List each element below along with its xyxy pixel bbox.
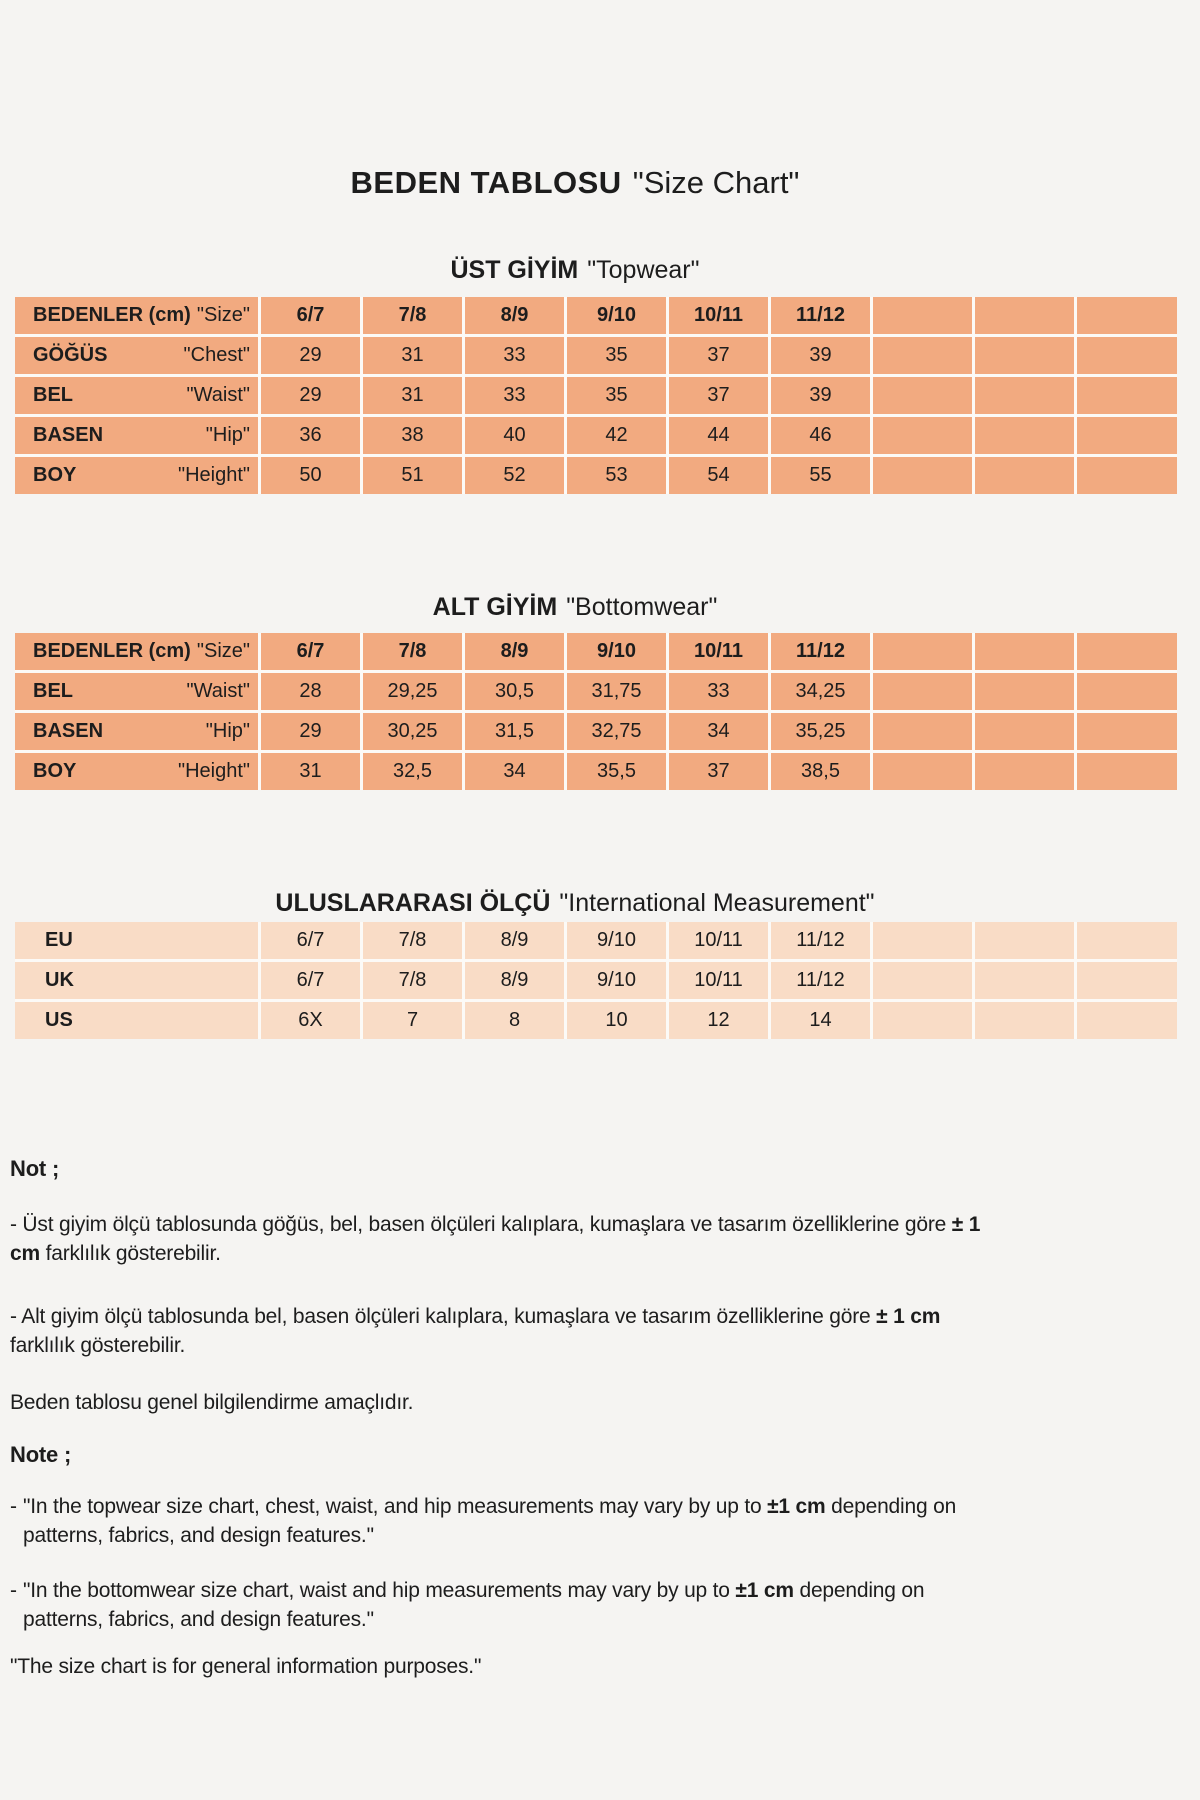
value-cell: 31 bbox=[363, 377, 462, 414]
empty-cell bbox=[1077, 673, 1177, 710]
value-cell: 51 bbox=[363, 457, 462, 494]
note-line bbox=[23, 1521, 956, 1550]
value-cell: 6X bbox=[261, 1002, 360, 1039]
value-cell: 10/11 bbox=[669, 922, 768, 959]
header-label-english: "Size" bbox=[196, 640, 250, 662]
note-text: Beden tablosu genel bilgilendirme amaçlıdır. bbox=[10, 1391, 414, 1414]
column-header-cell: 7/8 bbox=[363, 297, 462, 334]
value-cell: 30,5 bbox=[465, 673, 564, 710]
value-cell: 37 bbox=[669, 753, 768, 790]
empty-cell bbox=[873, 377, 972, 414]
note-text: depending on bbox=[793, 1579, 925, 1602]
row-label-cell bbox=[15, 377, 258, 414]
international-size-table bbox=[15, 922, 1177, 1039]
value-cell: 10/11 bbox=[669, 962, 768, 999]
section-heading-topwear bbox=[0, 253, 1150, 287]
note-text: - Üst giyim ölçü tablosunda göğüs, bel, basen ölçüleri kalıplara, kumaşlara ve tasarım özelliklerine göre bbox=[10, 1213, 952, 1236]
value-cell: 42 bbox=[567, 417, 666, 454]
value-cell: 34,25 bbox=[771, 673, 870, 710]
row-label-cell bbox=[15, 1002, 258, 1039]
value-cell: 37 bbox=[669, 337, 768, 374]
value-cell: 38 bbox=[363, 417, 462, 454]
section-heading-bottomwear bbox=[0, 590, 1150, 624]
note-line bbox=[10, 1388, 1195, 1417]
note-emphasis: ± 1 cm bbox=[876, 1305, 941, 1328]
empty-cell bbox=[873, 337, 972, 374]
value-cell: 7 bbox=[363, 1002, 462, 1039]
row-label-cell bbox=[15, 962, 258, 999]
section-heading-turkish: ULUSLARARASI ÖLÇÜ bbox=[275, 889, 551, 917]
note-line bbox=[23, 1605, 924, 1634]
column-header-cell: 9/10 bbox=[567, 633, 666, 670]
column-header-cell: 6/7 bbox=[261, 633, 360, 670]
page-title-english: "Size Chart" bbox=[632, 164, 800, 200]
value-cell: 40 bbox=[465, 417, 564, 454]
column-header-cell: 11/12 bbox=[771, 297, 870, 334]
value-cell: 6/7 bbox=[261, 922, 360, 959]
empty-cell bbox=[975, 417, 1074, 454]
section-heading-turkish: ALT GİYİM bbox=[432, 593, 558, 621]
section-heading-turkish: ÜST GİYİM bbox=[450, 256, 579, 284]
empty-cell bbox=[975, 457, 1074, 494]
note-paragraph-turkish bbox=[10, 1388, 1195, 1417]
empty-cell bbox=[975, 753, 1074, 790]
bullet-content bbox=[23, 1492, 956, 1550]
row-label-cell bbox=[15, 337, 258, 374]
row-label-english: "Height" bbox=[177, 464, 250, 486]
column-header-cell: 7/8 bbox=[363, 633, 462, 670]
row-label-cell bbox=[15, 673, 258, 710]
empty-cell bbox=[873, 417, 972, 454]
value-cell: 11/12 bbox=[771, 922, 870, 959]
row-label-english: "Waist" bbox=[186, 680, 250, 702]
empty-cell bbox=[873, 922, 972, 959]
value-cell: 32,75 bbox=[567, 713, 666, 750]
section-heading-international bbox=[0, 886, 1150, 920]
value-cell: 8/9 bbox=[465, 922, 564, 959]
value-cell: 44 bbox=[669, 417, 768, 454]
row-label-cell bbox=[15, 713, 258, 750]
empty-cell bbox=[975, 337, 1074, 374]
value-cell: 34 bbox=[669, 713, 768, 750]
note-text: depending on bbox=[825, 1495, 957, 1518]
empty-cell bbox=[873, 673, 972, 710]
empty-cell bbox=[873, 633, 972, 670]
note-paragraph-turkish bbox=[10, 1210, 1195, 1268]
value-cell: 6/7 bbox=[261, 962, 360, 999]
value-cell: 28 bbox=[261, 673, 360, 710]
note-text: patterns, fabrics, and design features." bbox=[23, 1524, 374, 1547]
note-text: "In the topwear size chart, chest, waist, and hip measurements may vary by up to bbox=[23, 1495, 768, 1518]
value-cell: 31,75 bbox=[567, 673, 666, 710]
empty-cell bbox=[873, 297, 972, 334]
empty-cell bbox=[975, 713, 1074, 750]
value-cell: 35 bbox=[567, 377, 666, 414]
empty-cell bbox=[873, 962, 972, 999]
note-emphasis: cm bbox=[10, 1242, 40, 1265]
value-cell: 8 bbox=[465, 1002, 564, 1039]
note-line bbox=[10, 1239, 1195, 1268]
empty-cell bbox=[1077, 922, 1177, 959]
note-text: farklılık gösterebilir. bbox=[10, 1334, 186, 1357]
empty-cell bbox=[975, 297, 1074, 334]
empty-cell bbox=[1077, 337, 1177, 374]
note-line bbox=[10, 1331, 1195, 1360]
header-label-turkish: BEDENLER (cm) bbox=[33, 304, 191, 326]
bottomwear-size-table bbox=[15, 633, 1177, 790]
note-text: - Alt giyim ölçü tablosunda bel, basen ölçüleri kalıplara, kumaşlara ve tasarım özelliklerine göre bbox=[10, 1305, 877, 1328]
value-cell: 52 bbox=[465, 457, 564, 494]
value-cell: 33 bbox=[465, 337, 564, 374]
header-label-cell bbox=[15, 297, 258, 334]
note-bullet-english bbox=[10, 1492, 1195, 1550]
page-title-turkish: BEDEN TABLOSU bbox=[350, 164, 622, 200]
value-cell: 36 bbox=[261, 417, 360, 454]
empty-cell bbox=[1077, 713, 1177, 750]
value-cell: 9/10 bbox=[567, 962, 666, 999]
note-emphasis: ±1 cm bbox=[767, 1495, 826, 1518]
note-text: patterns, fabrics, and design features." bbox=[23, 1608, 374, 1631]
row-label-turkish: BOY bbox=[33, 760, 77, 782]
column-header-cell: 8/9 bbox=[465, 633, 564, 670]
row-label-english: "Height" bbox=[177, 760, 250, 782]
value-cell: 30,25 bbox=[363, 713, 462, 750]
header-label-english: "Size" bbox=[196, 304, 250, 326]
value-cell: 53 bbox=[567, 457, 666, 494]
row-label-turkish: GÖĞÜS bbox=[33, 344, 108, 366]
value-cell: 29 bbox=[261, 337, 360, 374]
row-label-english: "Chest" bbox=[183, 344, 250, 366]
empty-cell bbox=[1077, 962, 1177, 999]
empty-cell bbox=[873, 457, 972, 494]
value-cell: 37 bbox=[669, 377, 768, 414]
empty-cell bbox=[1077, 457, 1177, 494]
column-header-cell: 10/11 bbox=[669, 297, 768, 334]
bullet-dash: - bbox=[10, 1495, 17, 1518]
value-cell: 12 bbox=[669, 1002, 768, 1039]
value-cell: 11/12 bbox=[771, 962, 870, 999]
empty-cell bbox=[975, 673, 1074, 710]
value-cell: 31 bbox=[261, 753, 360, 790]
empty-cell bbox=[975, 962, 1074, 999]
empty-cell bbox=[873, 1002, 972, 1039]
bullet-content bbox=[23, 1576, 924, 1634]
value-cell: 7/8 bbox=[363, 962, 462, 999]
value-cell: 9/10 bbox=[567, 922, 666, 959]
row-label-turkish: US bbox=[45, 1009, 73, 1031]
row-label-cell bbox=[15, 457, 258, 494]
header-label-turkish: BEDENLER (cm) bbox=[33, 640, 191, 662]
value-cell: 35,5 bbox=[567, 753, 666, 790]
row-label-turkish: BASEN bbox=[33, 720, 104, 742]
notes-english-heading: Note ; bbox=[10, 1442, 72, 1467]
row-label-english: "Hip" bbox=[205, 720, 250, 742]
notes-footer: "The size chart is for general information purposes." bbox=[10, 1655, 482, 1678]
page-title bbox=[0, 163, 1150, 203]
note-text: farklılık gösterebilir. bbox=[39, 1242, 221, 1265]
value-cell: 34 bbox=[465, 753, 564, 790]
empty-cell bbox=[873, 753, 972, 790]
value-cell: 10 bbox=[567, 1002, 666, 1039]
empty-cell bbox=[975, 1002, 1074, 1039]
row-label-english: "Waist" bbox=[186, 384, 250, 406]
value-cell: 29 bbox=[261, 377, 360, 414]
value-cell: 46 bbox=[771, 417, 870, 454]
note-text: "In the bottomwear size chart, waist and hip measurements may vary by up to bbox=[23, 1579, 736, 1602]
note-line bbox=[23, 1576, 924, 1605]
empty-cell bbox=[1077, 417, 1177, 454]
value-cell: 8/9 bbox=[465, 962, 564, 999]
row-label-turkish: BASEN bbox=[33, 424, 104, 446]
column-header-cell: 8/9 bbox=[465, 297, 564, 334]
value-cell: 54 bbox=[669, 457, 768, 494]
empty-cell bbox=[975, 377, 1074, 414]
row-label-cell bbox=[15, 922, 258, 959]
value-cell: 29 bbox=[261, 713, 360, 750]
header-label-cell bbox=[15, 633, 258, 670]
value-cell: 50 bbox=[261, 457, 360, 494]
column-header-cell: 11/12 bbox=[771, 633, 870, 670]
empty-cell bbox=[873, 713, 972, 750]
value-cell: 38,5 bbox=[771, 753, 870, 790]
value-cell: 33 bbox=[465, 377, 564, 414]
value-cell: 29,25 bbox=[363, 673, 462, 710]
row-label-turkish: EU bbox=[45, 929, 73, 951]
empty-cell bbox=[1077, 1002, 1177, 1039]
row-label-cell bbox=[15, 417, 258, 454]
notes-turkish-heading: Not ; bbox=[10, 1156, 60, 1181]
row-label-turkish: UK bbox=[45, 969, 74, 991]
value-cell: 55 bbox=[771, 457, 870, 494]
empty-cell bbox=[1077, 377, 1177, 414]
topwear-size-table bbox=[15, 297, 1177, 494]
note-line bbox=[23, 1492, 956, 1521]
column-header-cell: 6/7 bbox=[261, 297, 360, 334]
row-label-turkish: BEL bbox=[33, 680, 73, 702]
value-cell: 35,25 bbox=[771, 713, 870, 750]
value-cell: 31 bbox=[363, 337, 462, 374]
column-header-cell: 9/10 bbox=[567, 297, 666, 334]
empty-cell bbox=[1077, 753, 1177, 790]
column-header-cell: 10/11 bbox=[669, 633, 768, 670]
empty-cell bbox=[975, 922, 1074, 959]
row-label-turkish: BOY bbox=[33, 464, 77, 486]
note-bullet-english bbox=[10, 1576, 1195, 1634]
empty-cell bbox=[975, 633, 1074, 670]
note-line bbox=[10, 1210, 1195, 1239]
row-label-cell bbox=[15, 753, 258, 790]
value-cell: 7/8 bbox=[363, 922, 462, 959]
note-line bbox=[10, 1302, 1195, 1331]
note-emphasis: ±1 cm bbox=[735, 1579, 794, 1602]
value-cell: 33 bbox=[669, 673, 768, 710]
value-cell: 32,5 bbox=[363, 753, 462, 790]
value-cell: 14 bbox=[771, 1002, 870, 1039]
value-cell: 31,5 bbox=[465, 713, 564, 750]
note-paragraph-turkish bbox=[10, 1302, 1195, 1360]
value-cell: 39 bbox=[771, 377, 870, 414]
section-heading-english: "Topwear" bbox=[587, 256, 700, 284]
bullet-dash: - bbox=[10, 1579, 17, 1602]
section-heading-english: "International Measurement" bbox=[559, 889, 875, 917]
value-cell: 35 bbox=[567, 337, 666, 374]
note-emphasis: ± 1 bbox=[951, 1213, 981, 1236]
section-heading-english: "Bottomwear" bbox=[566, 593, 718, 621]
value-cell: 39 bbox=[771, 337, 870, 374]
empty-cell bbox=[1077, 633, 1177, 670]
empty-cell bbox=[1077, 297, 1177, 334]
row-label-turkish: BEL bbox=[33, 384, 73, 406]
row-label-english: "Hip" bbox=[205, 424, 250, 446]
